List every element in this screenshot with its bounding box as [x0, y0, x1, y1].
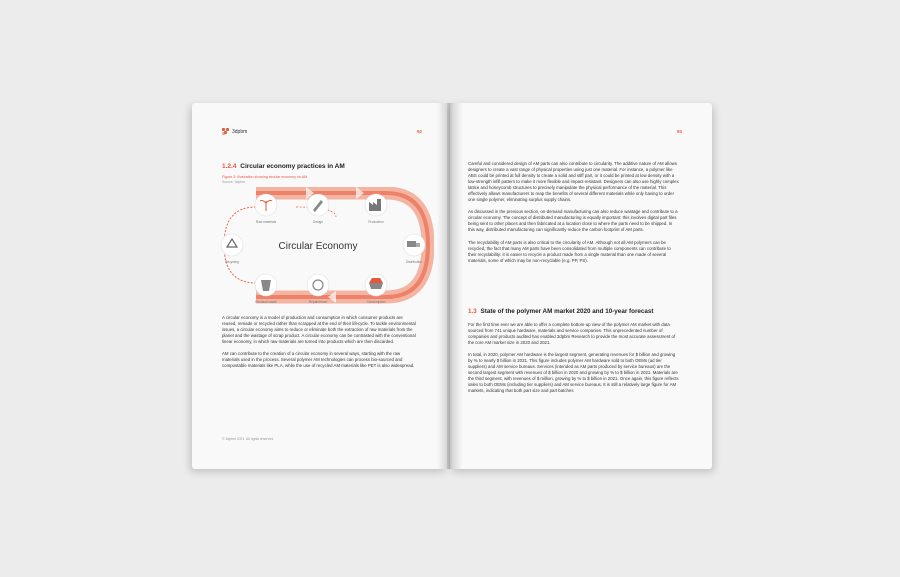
- section-title-text: State of the polymer AM market 2020 and 10-year forecast: [480, 308, 654, 315]
- svg-text:Production: Production: [368, 220, 384, 224]
- diagram-center-title: Circular Economy: [278, 241, 358, 252]
- paragraph: In total, in 2020, polymer AM hardware is the largest segment, generating revenues for $ billion and growing by % to nearly $ billion in 2021. This figure includes polymer AM hardware sold to both OEMs (ad tier suppliers) and AM service bureaus. Services (intended as AM parts produced by service bureaus) are the second largest segment with revenues of $ billion in 2020 and growing by % to $ billion in 2021. Materials are the third segment, with revenues of $ million, growing by % to $ billion in 2021. Once again, this figure reflects sales to both OEMs (including tier suppliers) and AM service bureaus. It is still a relatively large figure for AM markets, indicating that both part size and part batches: [468, 352, 679, 394]
- page-number-left: 92: [417, 129, 423, 134]
- node-consumption: [365, 274, 387, 304]
- svg-text:Design: Design: [313, 220, 323, 224]
- right-body-text-bottom: [468, 322, 680, 401]
- paragraph: The recyclability of AM parts is also critical to the circularity of AM. Although not all AM polymers can be recycled, the fact that many AM parts have been consolidated from multiple components can contribute to their recyclability: it is easier to recycle a product made from a single material than one made of several materials, some of which may be non-recyclable (e.g. PP, PS).: [468, 239, 671, 263]
- paragraph: As discussed in the previous section, on-demand manufacturing can also reduce wastage and contribute to a circular economy. The concept of distributed manufacturing is equally important: this involves digital part files being sent to other places and then fabricated at a location close to where the parts need to be shipped. In this way, distributed manufacturing can significantly reduce the carbon footprint of AM parts.: [468, 209, 678, 233]
- open-book: [192, 103, 712, 469]
- logo-text: 3dpbm: [232, 128, 248, 135]
- node-design: [307, 194, 329, 224]
- truck-icon: [407, 241, 416, 247]
- svg-text:Consumption: Consumption: [366, 300, 386, 304]
- paragraph: AM can contribute to the creation of a circular economy in several ways, starting with the raw materials used in the process. Several polymer AM technologies can process bio-sourced and compostable materials like PLA, while the use of recycled AM materials like PET is also widespread.: [222, 351, 415, 369]
- figure-caption: Figure 3: Illustration showing circular economy on AM: [222, 175, 308, 179]
- paragraph: For the first time ever we are able to offer a complete bottom-up view of the polymer AM market with data sourced from 741 unique hardware, materials and service companies. This unprecedented number of companies and products audited has enabled 3dpbm Research to provide the most accurate assessment of the core AM market size in 2020 and 2021.: [468, 322, 676, 346]
- logo-mark-icon: [222, 128, 229, 135]
- copyright-footer: © 3dpbm 2021. All rights reserved.: [222, 437, 275, 441]
- node-residual-waste: [255, 274, 277, 304]
- node-distribution: [403, 234, 425, 264]
- right-body-text-top: [468, 161, 680, 270]
- svg-text:Distribution: Distribution: [406, 260, 422, 264]
- node-production: [365, 194, 387, 224]
- circular-economy-diagram: [216, 187, 434, 305]
- node-raw-materials: [255, 194, 277, 224]
- svg-text:Repair/reuse: Repair/reuse: [308, 300, 328, 304]
- svg-text:Recycling: Recycling: [225, 260, 239, 264]
- figure-source: Source: 3dpbm: [222, 180, 245, 184]
- section-title: [468, 308, 654, 315]
- section-title-text: Circular economy practices in AM: [240, 163, 345, 170]
- svg-text:Residual waste: Residual waste: [255, 300, 277, 304]
- section-title: [222, 163, 345, 170]
- paragraph: Careful and considered design of AM parts can also contribute to circularity. The additive nature of AM allows designers to create a vast range of physical properties using just one material. For instance, a polymer like ABS could be printed at full density to create a solid and stiff part, or it could be printed at low density with a low-strength infill pattern to make it more flexible and impact-resistant. Designers can also use highly complex lattice and honeycomb structures to precisely manipulate the physical performance of the material. This effectively allows manufacturers to reap the benefits of several different materials while only having to order one single polymer, eliminating surplus supply chains.: [468, 161, 679, 203]
- section-number: 1.2.4: [222, 163, 237, 170]
- left-page: [192, 103, 447, 469]
- paragraph: A circular economy is a model of production and consumption in which consumer products are reused, remade or recycled rather than scrapped at the end of their lifecycle. To tackle environmental issues, a circular economy aims to reduce or eliminate both the extraction of raw materials from the planet and the wastage of scrap product. A circular economy can be contrasted with the conventional linear economy, in which raw materials are turned into products which are then discarded.: [222, 315, 416, 345]
- section-number: 1.3: [468, 308, 477, 315]
- shop-icon: [369, 283, 383, 289]
- svg-text:Raw materials: Raw materials: [255, 220, 277, 224]
- brand-logo: [222, 128, 247, 135]
- node-repair-reuse: [307, 274, 329, 304]
- left-body-text: [222, 315, 418, 375]
- page-number-right: 93: [677, 129, 683, 134]
- right-page: [450, 103, 712, 469]
- node-recycling: [221, 234, 243, 264]
